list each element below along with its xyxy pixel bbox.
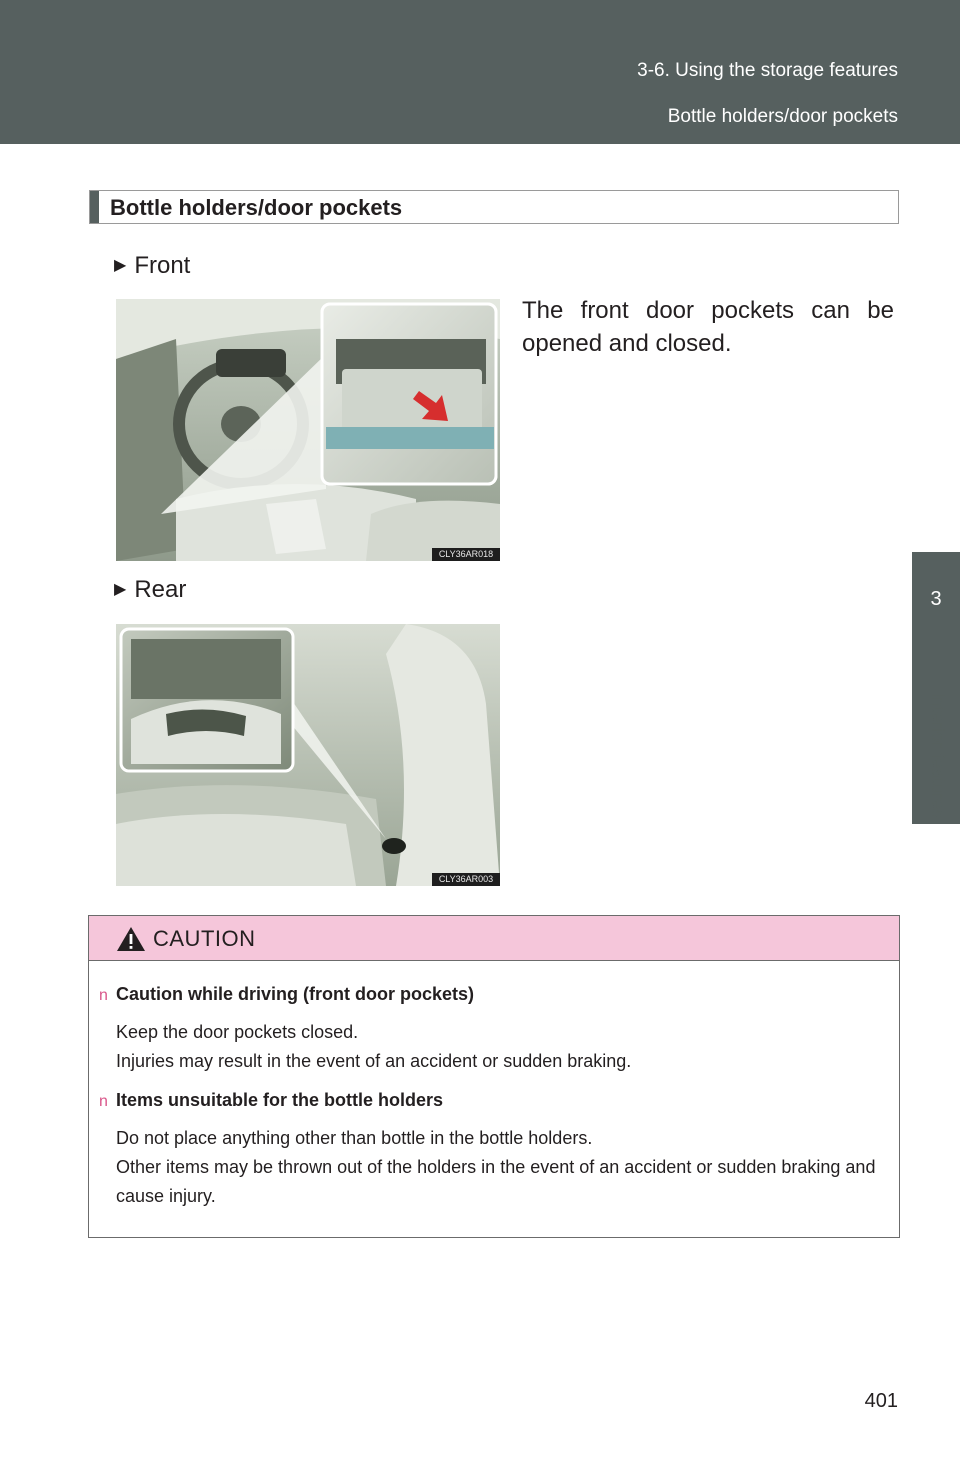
bullet-marker: n <box>99 1093 108 1110</box>
caution-header <box>89 916 899 961</box>
caution-line: Do not place anything other than bottle in the bottle holders. <box>116 1128 593 1148</box>
front-figure-code: CLY36AR018 <box>432 548 500 561</box>
front-door-pocket-illustration <box>116 299 500 561</box>
caution-item-heading: Caution while driving (front door pockets) <box>116 984 474 1004</box>
page-number: 401 <box>864 1390 898 1412</box>
caution-box <box>88 915 900 1238</box>
page-header <box>0 0 960 144</box>
caution-item-heading: Items unsuitable for the bottle holders <box>116 1090 444 1110</box>
front-description: The front door pockets can be opened and closed. <box>522 297 894 357</box>
caution-title: CAUTION <box>153 926 256 951</box>
chapter-tab-label: Interior features <box>928 691 948 819</box>
triangle-icon: ▶ <box>114 257 127 274</box>
rear-heading <box>114 576 186 604</box>
caution-item-body <box>116 1018 892 1076</box>
title-accent <box>90 191 99 223</box>
triangle-icon: ▶ <box>114 581 127 598</box>
caution-line: Other items may be thrown out of the holders in the event of an accident or sudden braking and cause injury. <box>116 1157 876 1206</box>
rear-bottle-holder-illustration <box>116 624 500 886</box>
caution-line: Keep the door pockets closed. <box>116 1022 359 1042</box>
front-heading <box>114 252 190 280</box>
section-subtitle: Bottle holders/door pockets <box>667 106 898 127</box>
chapter-title: 3-6. Using the storage features <box>637 60 898 81</box>
front-label: Front <box>134 252 191 279</box>
bullet-marker: n <box>99 987 108 1004</box>
caution-item-body <box>116 1124 892 1211</box>
caution-line: Injuries may result in the event of an accident or sudden braking. <box>116 1051 632 1071</box>
warning-triangle-icon <box>116 926 146 957</box>
rear-label: Rear <box>134 576 187 603</box>
section-title-bar <box>89 190 899 224</box>
section-title: Bottle holders/door pockets <box>110 195 403 220</box>
rear-figure-code: CLY36AR003 <box>432 873 500 886</box>
chapter-tab-number: 3 <box>930 588 942 610</box>
